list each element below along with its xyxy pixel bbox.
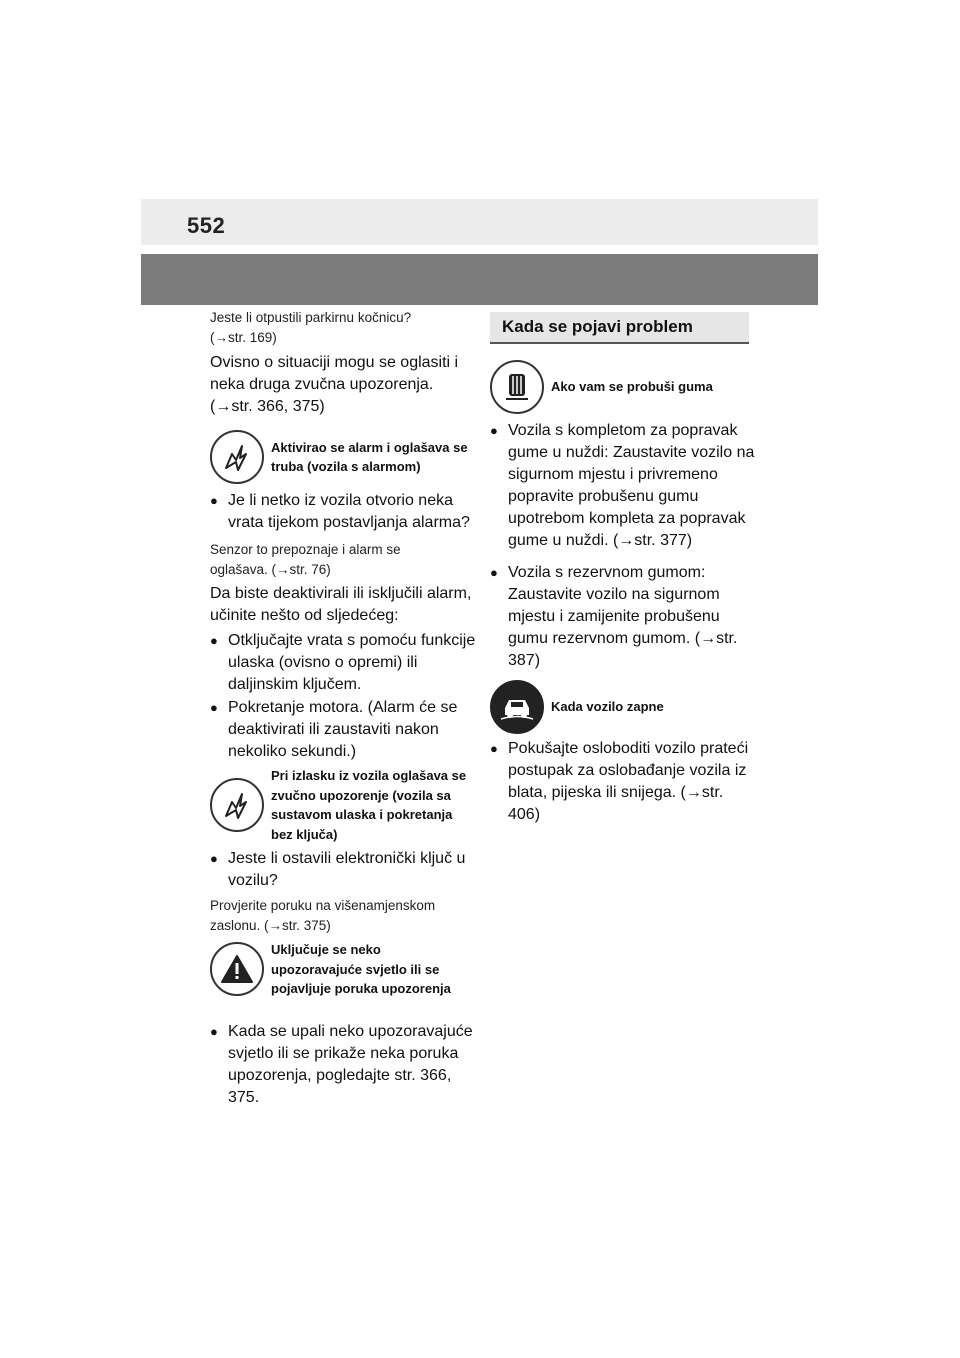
notice-alarm-horn bbox=[210, 430, 471, 484]
list-item: ● Vozila s kompletom za popravak gume u nuždi: Zaustavite vozilo na sigurnom mjestu i privremeno popravite probušenu gumu upotrebom kompleta za popravak gume u nuždi. (→str. 377) bbox=[490, 420, 766, 552]
warning-triangle-icon bbox=[210, 942, 264, 996]
list-item: ● Pokušajte osloboditi vozilo prateći postupak za oslobađanje vozila iz blata, pijeska ili snijega. (→str. 406) bbox=[490, 738, 758, 826]
deactivate-paragraph: Da biste deaktivirali ili isključili alarm, učinite nešto od sljedećeg: bbox=[210, 585, 472, 624]
header-bar bbox=[141, 254, 818, 305]
list-item: ● Pokretanje motora. (Alarm će se deaktivirati ili zaustaviti nakon nekoliko sekundi.) bbox=[210, 697, 478, 763]
notice-warning-light-text: Uključuje se neko upozoravajuće svjetlo ili se pojavljuje poruka upozorenja bbox=[271, 942, 451, 996]
notice-exit-warning-text: Pri izlasku iz vozila oglašava se zvučno upozorenje (vozila sa sustavom ulaska i pokretanja bez ključa) bbox=[271, 768, 467, 842]
section-heading: Kada se pojavi problem bbox=[490, 312, 749, 344]
list-item: ● Vozila s rezervnom gumom: Zaustavite vozilo na sigurnom mjestu i zamijenite probušenu gumu rezervnom gumom. (→str. 387) bbox=[490, 562, 758, 672]
notice-flat-tire-text: Ako vam se probuši guma bbox=[551, 379, 713, 395]
list-item: ● Je li netko iz vozila otvorio neka vrata tijekom postavljanja alarma? bbox=[210, 490, 478, 534]
stuck-car-icon bbox=[490, 680, 544, 734]
intro-note: Jeste li otpustili parkirnu kočnicu? (→str. 169) bbox=[210, 310, 412, 345]
notice-flat-tire bbox=[490, 360, 741, 414]
list-item: ● Kada se upali neko upozoravajuće svjetlo ili se prikaže neka poruka upozorenja, pogledajte str. 366, 375. bbox=[210, 1021, 478, 1109]
notice-stuck-vehicle bbox=[490, 680, 741, 734]
flat-tire-icon bbox=[490, 360, 544, 414]
list-item: ● Jeste li ostavili elektronički ključ u vozilu? bbox=[210, 848, 478, 892]
intro-paragraph: Ovisno o situaciji mogu se oglasiti i neka druga zvučna upozorenja. (→str. 366, 375) bbox=[210, 354, 459, 415]
message-note: Provjerite poruku na višenamjenskom zaslonu. (→str. 375) bbox=[210, 898, 436, 933]
notice-warning-light bbox=[210, 940, 471, 999]
page-number: 552 bbox=[187, 213, 226, 238]
page-number-band bbox=[141, 199, 818, 245]
notice-exit-warning bbox=[210, 766, 471, 844]
list-item: ● Otključajte vrata s pomoću funkcije ulaska (ovisno o opremi) ili daljinskim ključem. bbox=[210, 630, 478, 696]
notice-alarm-horn-text: Aktivirao se alarm i oglašava se truba (vozila s alarmom) bbox=[271, 439, 468, 474]
alarm-lightning-icon bbox=[210, 430, 264, 484]
notice-stuck-vehicle-text: Kada vozilo zapne bbox=[551, 699, 664, 715]
sensor-note: Senzor to prepoznaje i alarm se oglašava. (→str. 76) bbox=[210, 542, 401, 577]
alarm-lightning-icon bbox=[210, 778, 264, 832]
